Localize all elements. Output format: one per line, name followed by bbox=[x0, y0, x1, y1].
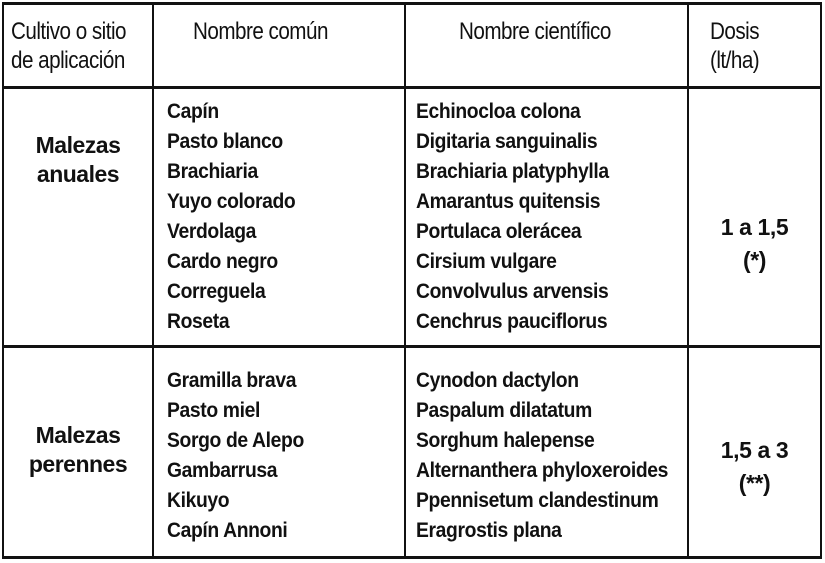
list-item: Verdolaga bbox=[167, 220, 257, 243]
list-item: Correguela bbox=[167, 280, 266, 303]
column-divider-2 bbox=[152, 2, 154, 559]
header-common-name: Nombre común bbox=[193, 18, 328, 45]
header-crop-site bbox=[11, 17, 126, 75]
list-item: Alternanthera phyloxeroides bbox=[416, 459, 669, 482]
category-label-line2: perennes bbox=[28, 451, 128, 477]
common-names-perennial bbox=[167, 366, 316, 546]
common-names-annual bbox=[167, 97, 307, 337]
scientific-names-annual bbox=[416, 97, 625, 337]
dose-perennial bbox=[689, 434, 820, 500]
header-dose-line1: Dosis bbox=[710, 18, 760, 45]
header-bottom-rule bbox=[3, 86, 822, 89]
list-item: Roseta bbox=[167, 310, 230, 333]
list-item: Eragrostis plana bbox=[416, 519, 562, 542]
scientific-names-perennial bbox=[416, 366, 690, 546]
list-item: Capín bbox=[167, 100, 219, 123]
table-bottom-rule bbox=[3, 556, 822, 559]
list-item: Amarantus quitensis bbox=[416, 190, 601, 213]
list-item: Cynodon dactylon bbox=[416, 369, 579, 392]
dose-value: 1,5 a 3 bbox=[720, 437, 789, 463]
category-annual-weeds bbox=[4, 131, 152, 189]
row-divider-rule bbox=[3, 345, 822, 348]
list-item: Paspalum dilatatum bbox=[416, 399, 592, 422]
list-item: Sorgo de Alepo bbox=[167, 429, 304, 452]
dose-note: (**) bbox=[738, 470, 771, 496]
dose-note: (*) bbox=[742, 247, 767, 273]
list-item: Ppennisetum clandestinum bbox=[416, 489, 659, 512]
header-scientific-name: Nombre científico bbox=[459, 18, 611, 45]
list-item: Convolvulus arvensis bbox=[416, 280, 609, 303]
header-crop-site-line1: Cultivo o sitio bbox=[11, 18, 127, 45]
table-top-rule bbox=[3, 2, 822, 5]
category-perennial-weeds bbox=[4, 421, 152, 479]
header-dose-line2: (lt/ha) bbox=[710, 47, 760, 74]
header-dose bbox=[710, 17, 759, 75]
column-divider-3 bbox=[404, 2, 406, 559]
list-item: Gramilla brava bbox=[167, 369, 297, 392]
category-label-line2: anuales bbox=[36, 161, 120, 187]
list-item: Brachiaria bbox=[167, 160, 258, 183]
list-item: Sorghum halepense bbox=[416, 429, 595, 452]
list-item: Cardo negro bbox=[167, 250, 278, 273]
list-item: Yuyo colorado bbox=[167, 190, 296, 213]
list-item: Gambarrusa bbox=[167, 459, 278, 482]
list-item: Pasto blanco bbox=[167, 130, 283, 153]
category-label-line1: Malezas bbox=[35, 422, 121, 448]
list-item: Cenchrus pauciflorus bbox=[416, 310, 608, 333]
dose-value: 1 a 1,5 bbox=[720, 214, 789, 240]
list-item: Pasto miel bbox=[167, 399, 260, 422]
list-item: Digitaria sanguinalis bbox=[416, 130, 598, 153]
list-item: Capín Annoni bbox=[167, 519, 288, 542]
list-item: Cirsium vulgare bbox=[416, 250, 557, 273]
dose-annual bbox=[689, 211, 820, 277]
column-divider-5 bbox=[820, 2, 822, 559]
list-item: Echinocloa colona bbox=[416, 100, 581, 123]
list-item: Brachiaria platyphylla bbox=[416, 160, 609, 183]
header-crop-site-line2: de aplicación bbox=[11, 47, 125, 74]
list-item: Portulaca olerácea bbox=[416, 220, 582, 243]
category-label-line1: Malezas bbox=[35, 132, 121, 158]
list-item: Kikuyo bbox=[167, 489, 230, 512]
